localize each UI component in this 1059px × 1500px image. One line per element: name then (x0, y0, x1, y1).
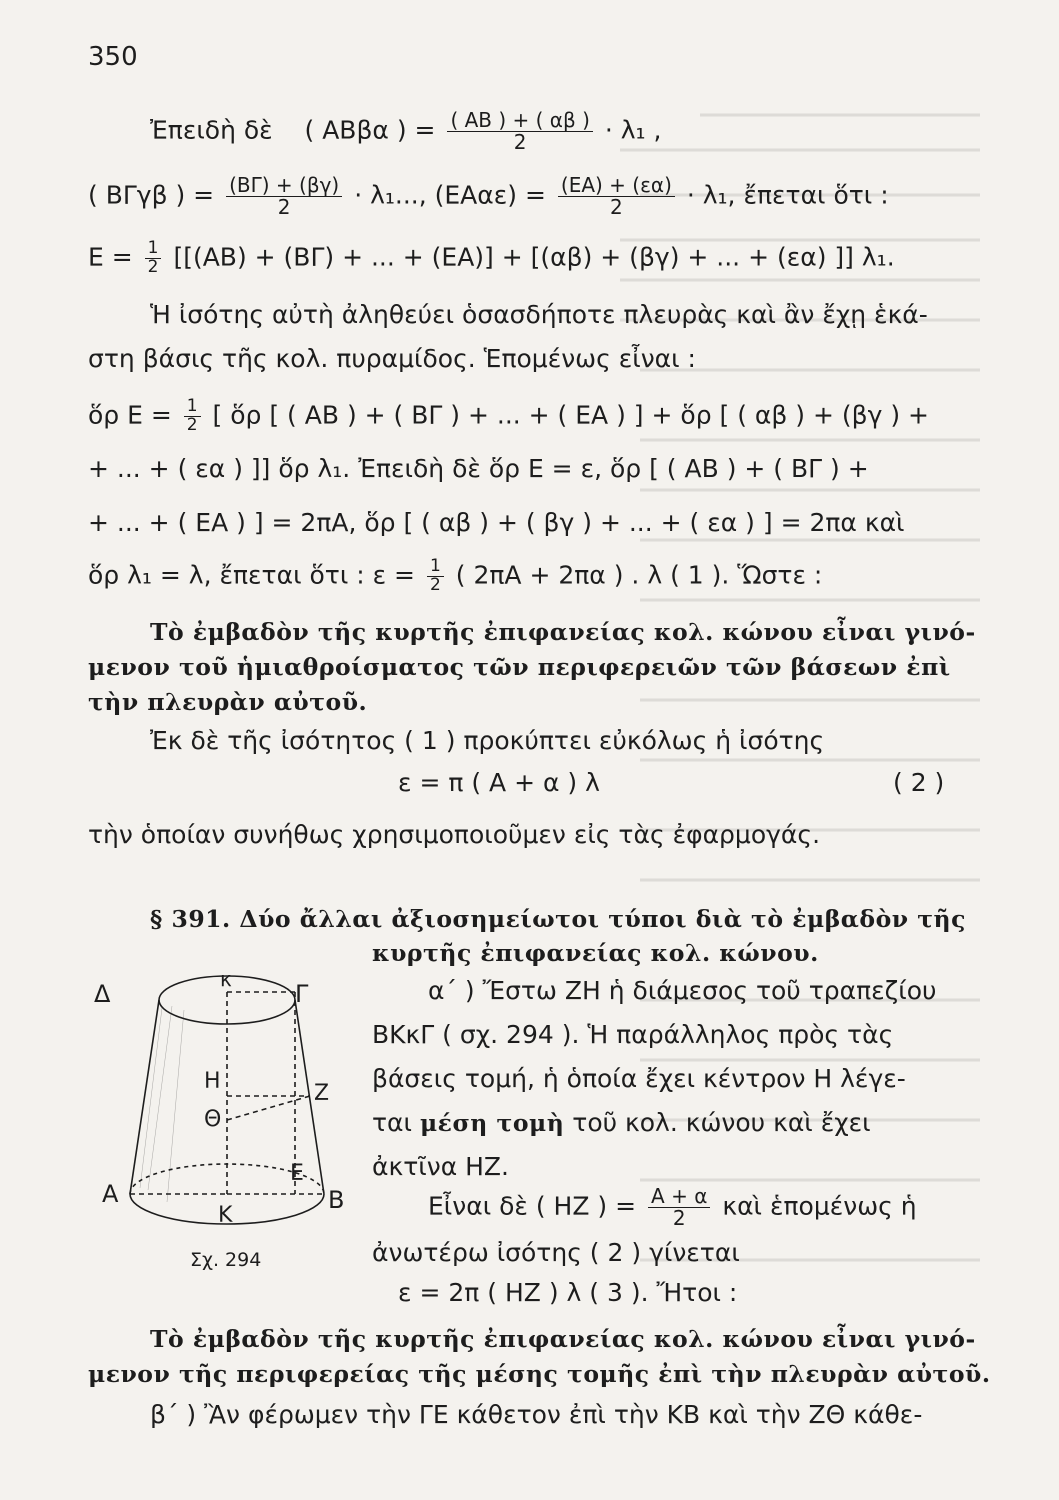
fraction (447, 110, 592, 153)
label-eta: Η (204, 1069, 221, 1094)
label-theta: Θ (204, 1107, 222, 1132)
denominator: 2 (429, 574, 441, 595)
fraction (184, 398, 201, 435)
paragraph-line: βάσεις τομή, ἡ ὁποία ἔχει κέντρον Η λέγε- (372, 1064, 906, 1093)
fraction (648, 1186, 710, 1229)
paragraph-line (372, 1108, 871, 1137)
text: τοῦ κολ. κώνου καὶ ἔχει (572, 1108, 871, 1137)
paragraph-line: Ἡ ἰσότης αὐτὴ ἀληθεύει ὁσασδήποτε πλευρὰς καὶ ἂν ἔχῃ ἑκά- (150, 300, 928, 329)
formula-text: ( ΑΒβα ) = (304, 115, 436, 145)
text: ται (372, 1108, 412, 1137)
formula-line-1 (150, 110, 661, 153)
equation-3: ε = 2π ( ΗΖ ) λ ( 3 ). Ἤτοι : (398, 1278, 738, 1307)
formula-text: · λ₁ , (604, 115, 662, 145)
formula-text: ὅρ λ₁ = λ, ἔπεται ὅτι : ε = (88, 560, 416, 590)
theorem-line: Τὸ ἐμβαδὸν τῆς κυρτῆς ἐπιφανείας κολ. κώνου εἶναι γινό- (150, 1325, 976, 1353)
segment-zeta-theta (227, 1096, 310, 1120)
denominator: 2 (610, 195, 623, 219)
label-zeta: Ζ (314, 1081, 330, 1106)
paragraph-line: ἀνωτέρω ἰσότης ( 2 ) γίνεται (372, 1238, 740, 1267)
hz-formula (428, 1186, 917, 1229)
formula-text: Ε = (88, 242, 133, 272)
formula-text: λ₁. (861, 242, 895, 272)
fraction (558, 175, 675, 218)
limit-line-4 (88, 558, 822, 595)
theorem-line: Τὸ ἐμβαδὸν τῆς κυρτῆς ἐπιφανείας κολ. κώνου εἶναι γινό- (150, 618, 976, 646)
page-number: 350 (88, 42, 138, 72)
limit-line-3: + ... + ( ΕΑ ) ] = 2πΑ, ὅρ [ ( αβ ) + ( βγ ) + ... + ( εα ) ] = 2πα καὶ (88, 508, 905, 537)
formula-text: · λ₁..., (ΕΑαε) = (354, 180, 546, 210)
figure-caption: Σχ. 294 (190, 1249, 262, 1271)
label-gamma: Γ (295, 980, 309, 1008)
numerator: 1 (427, 558, 444, 577)
numerator: 1 (145, 240, 162, 259)
denominator: 2 (186, 414, 198, 435)
formula-text: [ ὅρ [ ( ΑΒ ) + ( ΒΓ ) + ... + ( ΕΑ ) ] + ὅρ [ ( αβ ) + (βγ ) + (212, 400, 929, 430)
label-beta: Β (328, 1186, 345, 1214)
section-title: § 391. Δύο ἄλλαι ἀξιοσημείωτοι τύποι διὰ τὸ ἐμβαδὸν τῆς (150, 905, 966, 933)
paragraph-line: β΄ ) Ἂν φέρωμεν τὴν ΓΕ κάθετον ἐπὶ τὴν ΚΒ καὶ τὴν ΖΘ κάθε- (150, 1400, 923, 1429)
numerator: (ΒΓ) + (βγ) (226, 175, 342, 197)
formula-text: [[(ΑΒ) + (ΒΓ) + ... + (ΕΑ)] + [(αβ) + (βγ) + ... + (εα) ]] (173, 242, 854, 272)
equation-2: ε = π ( Α + α ) λ (398, 768, 600, 797)
formula-text: ( 2πΑ + 2πα ) . λ ( 1 ). Ὥστε : (455, 560, 823, 590)
theorem-line: μενον τῆς περιφερείας τῆς μέσης τομῆς ἐπὶ τὴν πλευρὰν αὐτοῦ. (88, 1360, 991, 1388)
numerator: Α + α (648, 1186, 710, 1208)
paragraph-line: α΄ ) Ἔστω ΖΗ ἡ διάμεσος τοῦ τραπεζίου (428, 976, 937, 1005)
equation-label: ( 2 ) (893, 768, 945, 797)
paragraph-line: ΒΚκΓ ( σχ. 294 ). Ἡ παράλληλος πρὸς τὰς (372, 1020, 894, 1049)
paragraph-line: Ἐκ δὲ τῆς ἰσότητος ( 1 ) προκύπτει εὐκόλως ἡ ἰσότης (150, 726, 825, 755)
fraction (145, 240, 162, 277)
formula-text: Ἐπειδὴ δὲ (150, 115, 273, 145)
denominator: 2 (513, 130, 527, 154)
paragraph-line: ἀκτῖνα ΗΖ. (372, 1152, 509, 1181)
paragraph-line: τὴν ὁποίαν συνήθως χρησιμοποιοῦμεν εἰς τὰς ἐφαρμογάς. (88, 820, 821, 849)
formula-line-2 (88, 175, 889, 218)
denominator: 2 (277, 195, 291, 219)
formula-text: ( ΒΓγβ ) = (88, 180, 215, 210)
formula-text: ὅρ Ε = (88, 400, 172, 430)
fraction (427, 558, 444, 595)
fraction (226, 175, 342, 218)
left-generator (130, 1000, 159, 1194)
label-alpha: Α (102, 1180, 119, 1208)
label-kappa: Κ (218, 1203, 233, 1228)
denominator: 2 (672, 1206, 686, 1230)
label-kappa-small: κ (220, 968, 232, 991)
denominator: 2 (147, 256, 159, 277)
bold-term: μέση τομὴ (419, 1109, 565, 1137)
theorem-line: μενον τοῦ ἡμιαθροίσματος τῶν περιφερειῶν τῶν βάσεων ἐπὶ (88, 653, 951, 681)
theorem-line: τὴν πλευρὰν αὐτοῦ. (88, 688, 368, 716)
limit-line-1 (88, 398, 929, 435)
paragraph-line: στη βάσις τῆς κολ. πυραμίδος. Ἑπομένως εἶναι : (88, 344, 696, 373)
formula-text: Εἶναι δὲ ( ΗΖ ) = (428, 1191, 637, 1221)
numerator: ( ΑΒ ) + ( αβ ) (447, 110, 592, 132)
formula-text: · λ₁, ἔπεται ὅτι : (686, 180, 889, 210)
numerator: 1 (184, 398, 201, 417)
label-delta: Δ (94, 980, 111, 1008)
section-title-continued: κυρτῆς ἐπιφανείας κολ. κώνου. (372, 939, 819, 967)
truncated-cone-figure (92, 968, 362, 1278)
numerator: (ΕΑ) + (εα) (558, 175, 675, 197)
formula-text: καὶ ἑπομένως ἡ (722, 1191, 917, 1221)
limit-line-2: + ... + ( εα ) ]] ὅρ λ₁. Ἐπειδὴ δὲ ὅρ Ε = ε, ὅρ [ ( ΑΒ ) + ( ΒΓ ) + (88, 454, 869, 483)
label-epsilon: Ε (290, 1161, 304, 1186)
formula-line-3 (88, 240, 895, 277)
